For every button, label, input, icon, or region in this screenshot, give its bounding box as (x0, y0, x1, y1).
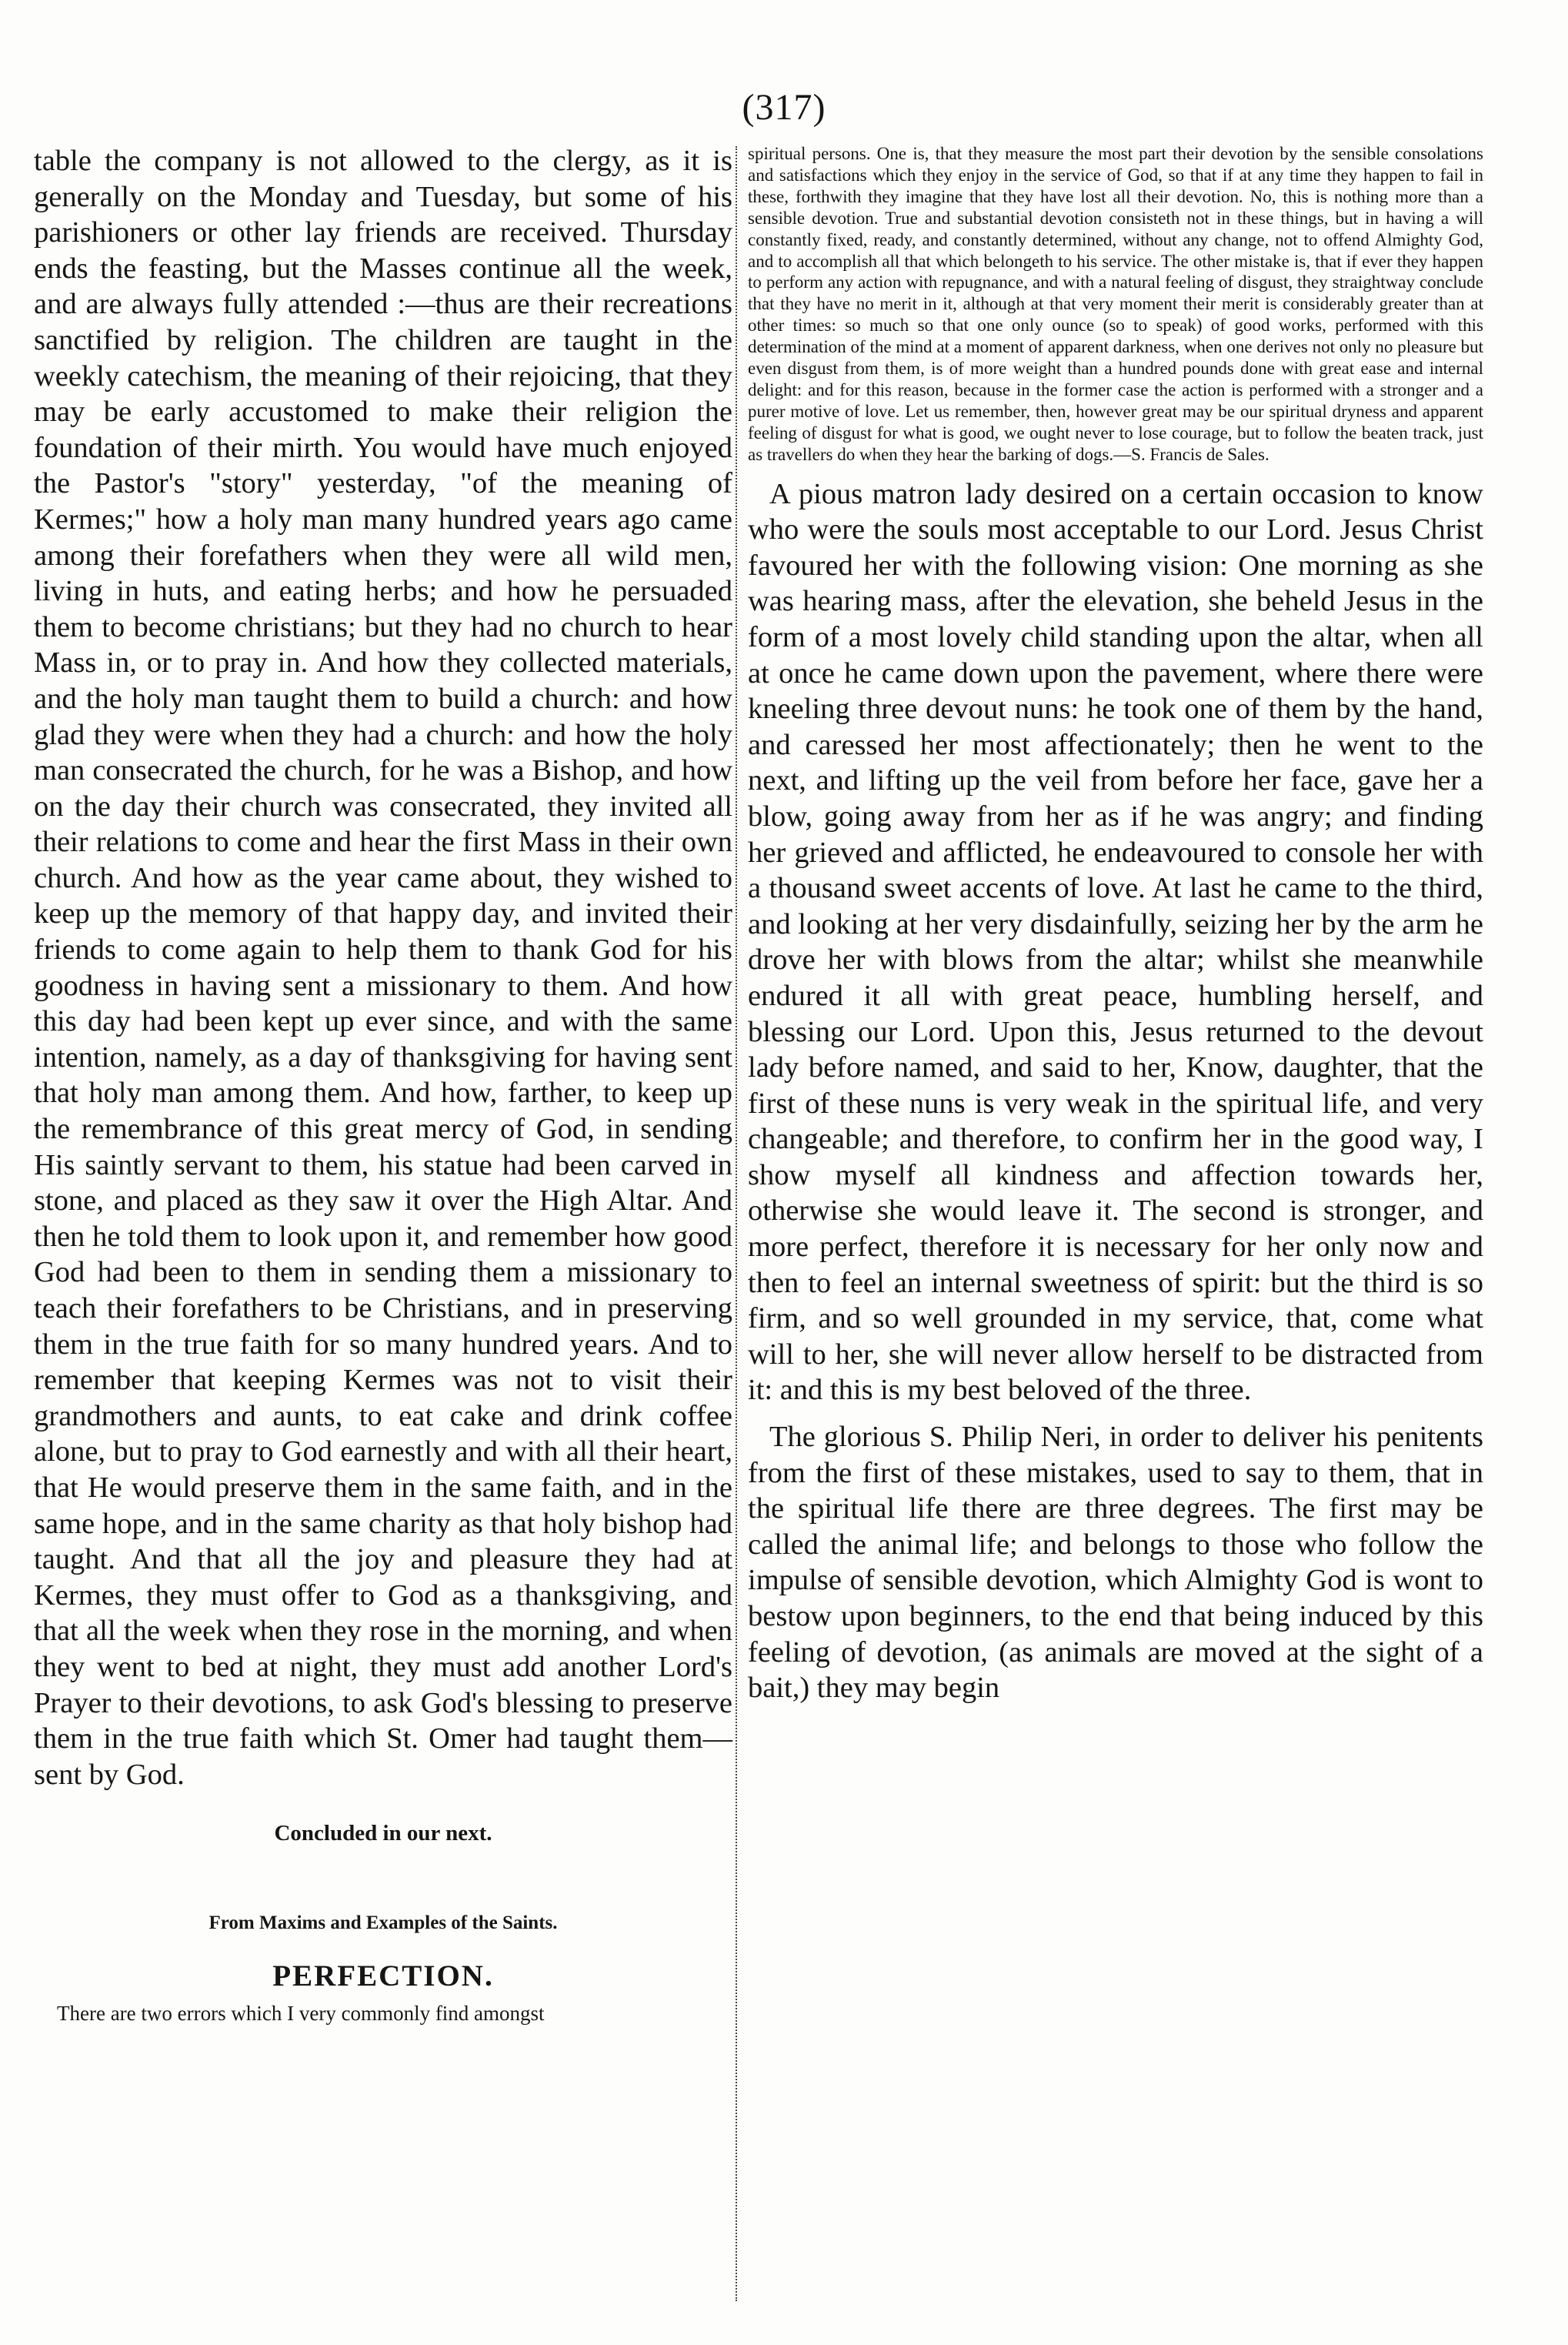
left-column (34, 143, 732, 2026)
article-heading: PERFECTION. (272, 1959, 494, 1993)
source-attribution: From Maxims and Examples of the Saints. (209, 1912, 558, 1933)
kermes-story-paragraph: table the company is not allowed to the clergy, as it is generally on the Monday and Tuesday, but some of his parishioners or other lay friends are received. Thursday ends the feasting, but the Masses continue all the week, and are always fully attended :—thus are their recreations sanctified by religion. The children are taught in the weekly catechism, the meaning of their rejoicing, that they may be early accustomed to make their religion the foundation of their mirth. You would have much enjoyed the Pastor's "story" yesterday, "of the meaning of Kermes;" how a holy man many hundred years ago came among their forefathers when they were all wild men, living in huts, and eating herbs; and how he persuaded them to become christians; but they had no church to hear Mass in, or to pray in. And how they collected materials, and the holy man taught them to build a church: and how glad they were when they had a church: and how the holy man consecrated the church, for he was a Bishop, and how on the day their church was consecrated, they invited all their relations to come and hear the first Mass in their own church. And how as the year came about, they wished to keep up the memory of that happy day, and invited their friends to come again to help them to thank God for his goodness in having sent a missionary to them. And how this day had been kept up ever since, and with the same intention, namely, as a day of thanksgiving for having sent that holy man among them. And how, farther, to keep up the remembrance of this great mercy of God, in sending His saintly servant to them, his statue had been carved in stone, and placed as they saw it over the High Altar. And then he told them to look upon it, and remember how good God had been to them in sending them a missionary to teach their forefathers to be Christians, and in preserving them in the true faith for so many hundred years. And to remember that keeping Kermes was not to visit their grandmothers and aunts, to eat cake and drink coffee alone, but to pray to God earnestly and with all their heart, that He would preserve them in the same faith, and in the same hope, and in the same charity as that holy bishop had taught. And that all the joy and pleasure they had at Kermes, they must offer to God as a thanksgiving, and that all the week when they rose in the morning, and when they went to bed at night, they must add another Lord's Prayer to their devotions, to ask God's blessing to preserve them in the true faith which St. Omer had taught them—sent by God. (34, 145, 732, 1791)
continued-notice: Concluded in our next. (274, 1821, 492, 1846)
page-number: (317) (742, 87, 826, 128)
philip-neri-paragraph: The glorious S. Philip Neri, in order to deliver his penitents from the first of these mistakes, used to say to them, that in the spiritual life there are three degrees. The first may be called the animal life; and belongs to those who follow the impulse of sensible devotion, which Almighty God is wont to bestow upon beginners, to the end that being induced by this feeling of devotion, (as animals are moved at the sight of a bait,) they may begin (748, 1421, 1483, 1705)
column-divider (736, 146, 737, 2301)
vision-paragraph: A pious matron lady desired on a certain occasion to know who were the souls most acceptable to our Lord. Jesus Christ favoured her with the following vision: One morning as she was hearing mass, after the elevation, she beheld Jesus in the form of a most lovely child standing upon the altar, when all at once he came down upon the pavement, where there were kneeling three devout nuns: he took one of them by the hand, and caressed her most affectionately; then he went to the next, and lifting up the veil from before her face, gave her a blow, going away from her as if he was angry; and finding her grieved and afflicted, he endeavoured to console her with a thousand sweet accents of love. At last he came to the third, and looking at her very disdainfully, seizing her by the arm he drove her with blows from the altar; whilst she meanwhile endured it all with great peace, humbling herself, and blessing our Lord. Upon this, Jesus returned to the devout lady before named, and said to her, Know, daughter, that the first of these nuns is very weak in the spiritual life, and very changeable; and therefore, to confirm her in the good way, I show myself all kindness and affection towards her, otherwise she would leave it. The second is stronger, and more perfect, therefore it is necessary for her only now and then to feel an internal sweetness of spirit: but the third is so firm, and so well grounded in my service, that, come what will to her, she will never allow herself to be distracted from it: and this is my best beloved of the three. (748, 477, 1483, 1407)
right-column (748, 143, 1483, 1706)
sales-quote-paragraph: spiritual persons. One is, that they measure the most part their devotion by the sensible consolations and satisfactions which they enjoy in the service of God, so that if at any time they happen to fail in these, forthwith they imagine that they have lost all their devotion. No, this is nothing more than a sensible devotion. True and substantial devotion consisteth not in these things, but in having a will constantly fixed, ready, and constantly determined, without any change, not to offend Almighty God, and to accomplish all that which belongeth to his service. The other mistake is, that if ever they happen to perform any action with repugnance, and with a natural feeling of disgust, they straightway conclude that they have no merit in it, although at that very moment their merit is considerably greater than at other times: so much so that one only ounce (so to speak) of good works, performed with this determination of the mind at a moment of apparent darkness, when one derives not only no pleasure but even disgust from them, is of more weight than a hundred pounds done with great ease and internal delight: and for this reason, because in the former case the action is performed with a stronger and a purer motive of love. Let us remember, then, however great may be our spiritual dryness and apparent feeling of disgust for what is good, we ought never to lose courage, but to follow the beaten track, just as travellers do when they hear the barking of dogs.—S. Francis de Sales. (748, 144, 1483, 464)
article-intro-line: There are two errors which I very commonly find amongst (57, 2002, 545, 2026)
